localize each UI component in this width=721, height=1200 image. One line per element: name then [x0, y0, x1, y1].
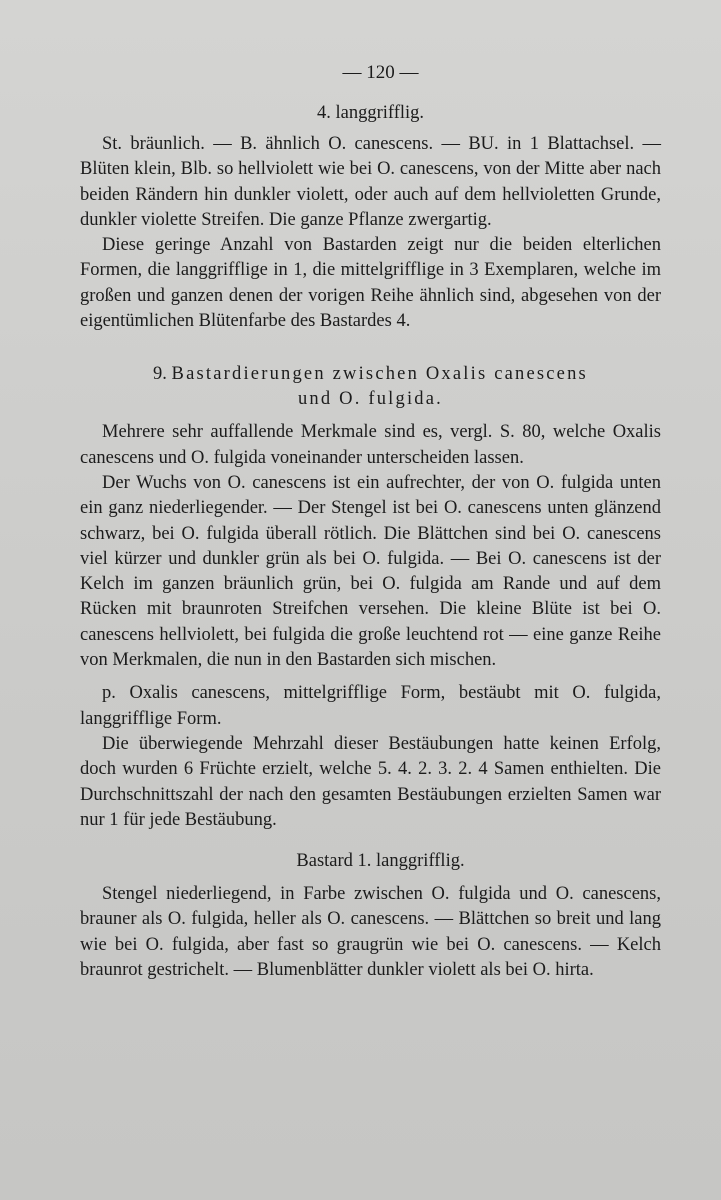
section-9-title [80, 362, 661, 412]
section-title-line-2: und O. fulgida. [297, 389, 443, 410]
section-number: 9. [153, 364, 167, 385]
hybrid-4-description: St. bräunlich. — B. ähnlich O. canescens. — BU. in 1 Blattachsel. — Blüten klein, Blb. so hellviolett wie bei O. canescens, von der Mitte aber nach beiden Rändern hin dunkler violett, oder auch auf dem hellvioletten Grunde, dunkler violette Streifen. Die ganze Pflanze zwergartig. [80, 134, 661, 230]
comparison-paragraph: Der Wuchs von O. canescens ist ein aufrechter, der von O. fulgida unten ein ganz niederliegender. — Der Stengel ist bei O. canescens unten glänzend schwarz, bei O. fulgida überall rötlich. Die Blättchen sind bei O. canescens viel kürzer und dunkler grün als bei O. fulgida. — Bei O. canescens ist der Kelch im ganzen bräunlich grün, bei O. fulgida am Rande und auf dem Rücken mit braunroten Streifchen versehen. Die kleine Blüte ist bei O. canescens hellviolett, bei fulgida die große leuchtend rot — eine ganze Reihe von Merkmalen, die nun in den Bastarden sich mischen. [80, 472, 661, 671]
section-title-line-1: Bastardierungen zwischen Oxalis canescens [171, 364, 588, 385]
results-paragraph: Die überwiegende Mehrzahl dieser Bestäubungen hatte keinen Erfolg, doch wurden 6 Früchte erzielt, welche 5. 4. 2. 3. 2. 4 Samen enthielten. Die Durchschnittszahl der nach den gesamten Bestäubungen erzielten Samen war nur 1 für jede Bestäubung. [80, 733, 661, 830]
hybrid-summary-paragraph: Diese geringe Anzahl von Bastarden zeigt nur die beiden elterlichen Formen, die langgrifflige in 1, die mittelgrifflige in 3 Exemplaren, welche im großen und ganzen denen der vorigen Reihe ähnlich sind, abgesehen von der eigentümlichen Blütenfarbe des Bastardes 4. [80, 235, 661, 332]
hybrid-4-heading: 4. langgrifflig. [316, 103, 425, 123]
page-number: — 120 — [342, 62, 419, 83]
bastard-1-description: Stengel niederliegend, in Farbe zwischen O. fulgida und O. canescens, brauner als O. fulgida, heller als O. canescens. — Blättchen so breit und lang wie bei O. fulgida, aber fast so graugrün wie bei O. canescens. — Kelch braunrot gestrichelt. — Blumenblätter dunkler violett als bei O. hirta. [80, 884, 661, 981]
intro-paragraph: Mehrere sehr auffallende Merkmale sind es, vergl. S. 80, welche Oxalis canescens und O. fulgida voneinander unterscheiden lassen. [80, 422, 661, 468]
pollination-paragraph: p. Oxalis canescens, mittelgrifflige Form, bestäubt mit O. fulgida, langgrifflige Form. [80, 683, 661, 729]
bastard-1-heading: Bastard 1. langgrifflig. [296, 851, 465, 872]
